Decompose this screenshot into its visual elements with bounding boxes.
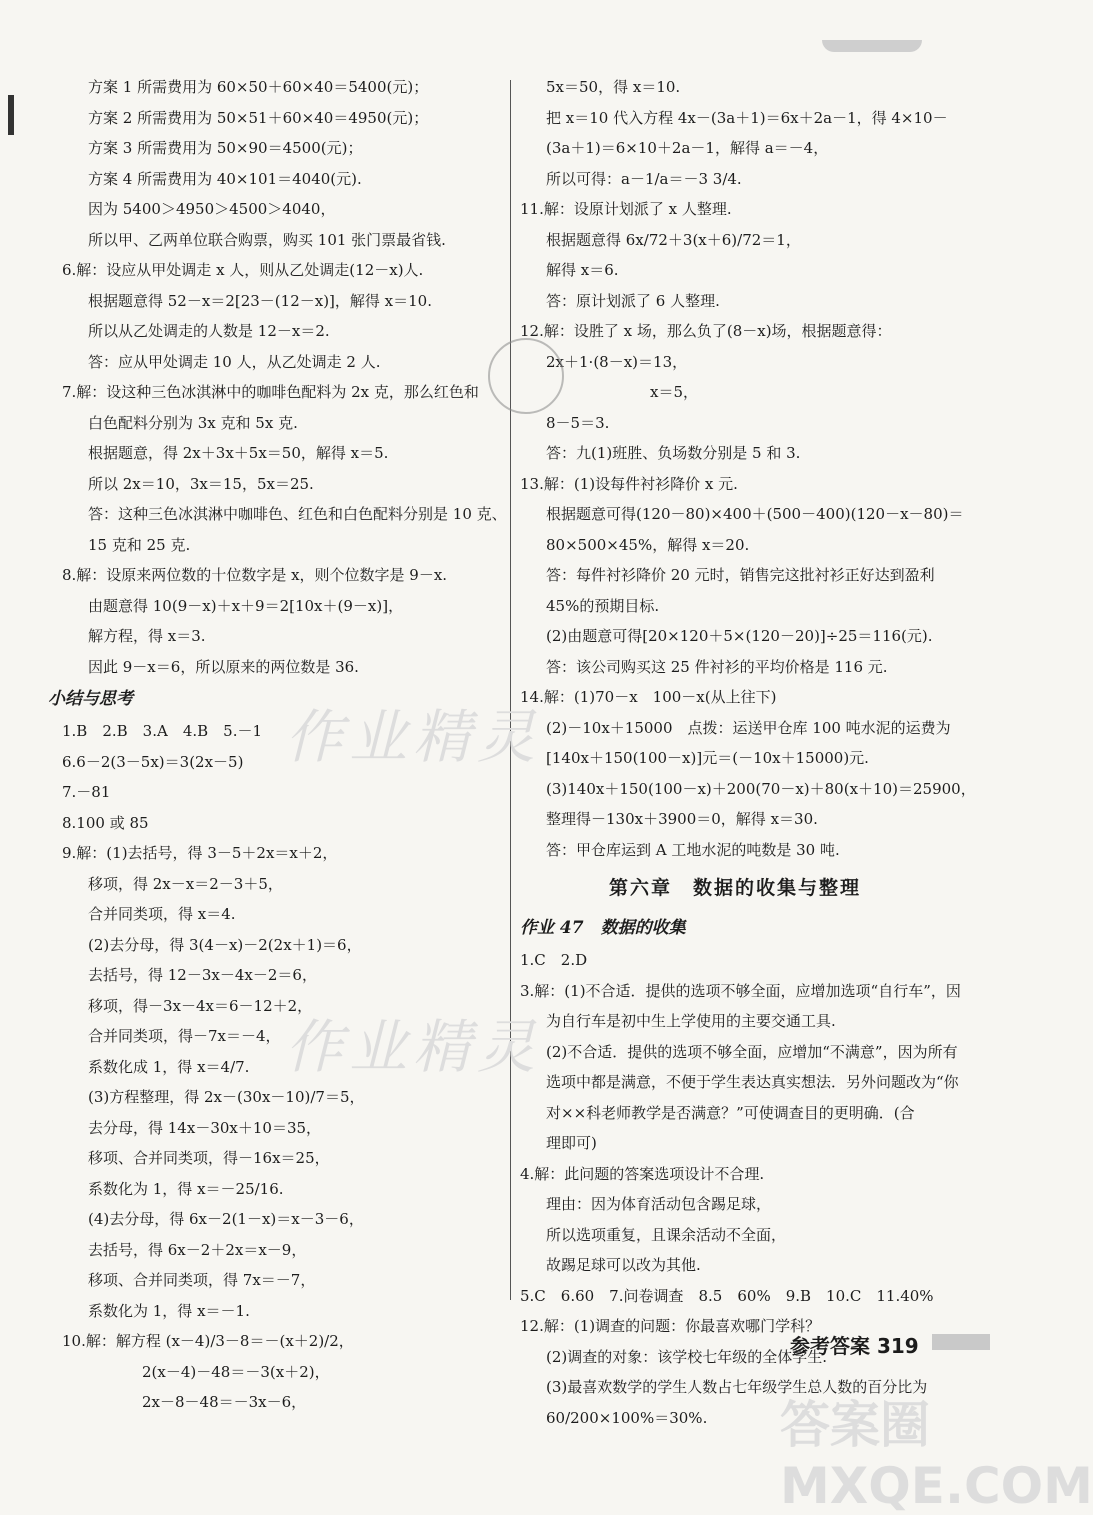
footer-label: 参考答案 (790, 1334, 870, 1358)
answer-line: 8.解：设原来两位数的十位数字是 x，则个位数字是 9－x. (62, 566, 448, 584)
answer-line: 4.解：此问题的答案选项设计不合理. (520, 1164, 765, 1183)
answer-line: 移项、合并同类项，得－16x＝25， (88, 1149, 330, 1167)
answer-line: 1.B 2.B 3.A 4.B 5.－1 (62, 722, 263, 740)
answer-line: 答：该公司购买这 25 件衬衫的平均价格是 116 元. (546, 657, 888, 676)
answer-line: 45%的预期目标. (546, 596, 660, 615)
answer-line: 方案 1 所需费用为 60×50＋60×40＝5400(元)； (88, 78, 429, 96)
answer-line: 解方程，得 x＝3. (88, 627, 206, 645)
answer-line: 14.解：(1)70－x 100－x(从上往下) (520, 688, 777, 706)
watermark-stamp (488, 338, 564, 414)
answer-line: 根据题意，得 2x＋3x＋5x＝50，解得 x＝5. (88, 444, 389, 462)
answer-line: 因此 9－x＝6，所以原来的两位数是 36. (88, 657, 359, 676)
answer-line: 所以 2x＝10，3x＝15，5x＝25. (88, 474, 314, 493)
answer-line: 移项，得 2x－x＝2－3＋5， (88, 874, 283, 893)
answer-line: 12.解：(1)调查的问题：你最喜欢哪门学科？ (520, 1317, 821, 1335)
answer-line: 理由：因为体育活动包含踢足球， (546, 1195, 772, 1213)
right-column (520, 72, 976, 1433)
answer-line: 整理得－130x＋3900＝0，解得 x＝30. (546, 810, 818, 828)
answer-line: 答：应从甲处调走 10 人，从乙处调走 2 人. (88, 352, 381, 371)
answer-line: 白色配料分别为 3x 克和 5x 克. (88, 413, 298, 432)
answer-line: 所以可得：a－1/a＝－3 3/4. (546, 169, 742, 188)
answer-line: 7.－81 (62, 783, 111, 801)
answer-line: 答：每件衬衫降价 20 元时，销售完这批衬衫正好达到盈利 (546, 566, 935, 584)
page-number: 319 (876, 1334, 919, 1358)
answer-line: 15 克和 25 克. (88, 535, 191, 554)
answer-line: 系数化为 1，得 x＝－1. (88, 1301, 250, 1320)
watermark-text: 作业精灵 (285, 703, 542, 771)
answer-line: 60/200×100%＝30%. (546, 1408, 708, 1427)
site-watermark: 答案圈 MXQE.COM (780, 1396, 1093, 1515)
watermark-text-2: 作业精灵 (285, 1013, 542, 1081)
assignment-title: 作业 47 数据的收集 (520, 918, 686, 938)
answer-line: 系数化为 1，得 x＝－25/16. (88, 1179, 284, 1198)
answer-line: 所以甲、乙两单位联合购票，购买 101 张门票最省钱. (88, 230, 446, 249)
answer-line: 6.6－2(3－5x)＝3(2x－5) (62, 752, 244, 771)
answer-line: 13.解：(1)设每件衬衫降价 x 元. (520, 474, 738, 493)
answer-line: 2x＋1·(8－x)＝13， (546, 352, 688, 371)
answer-line: 10.解：解方程 (x－4)/3－8＝－(x＋2)/2， (62, 1332, 354, 1350)
answer-line: 移项、合并同类项，得 7x＝－7， (88, 1271, 316, 1289)
answer-line: 去分母，得 14x－30x＋10＝35， (88, 1118, 322, 1137)
answer-line: 去括号，得 12－3x－4x－2＝6， (88, 966, 317, 984)
section-heading: 小结与思考 (48, 689, 133, 709)
answer-line: 1.C 2.D (520, 951, 588, 969)
answer-line: 根据题意得 6x/72＋3(x＋6)/72＝1， (546, 230, 801, 249)
answer-line: 为自行车是初中生上学使用的主要交通工具. (546, 1012, 836, 1030)
answer-line: 把 x＝10 代入方程 4x－(3a＋1)＝6x＋2a－1，得 4×10－ (546, 108, 948, 127)
answer-line: 7.解：设这种三色冰淇淋中的咖啡色配料为 2x 克，那么红色和 (62, 383, 479, 401)
answer-line: 所以选项重复，且课余活动不全面， (546, 1225, 787, 1244)
answer-line: 解得 x＝6. (546, 261, 619, 279)
answer-line: 6.解：设应从甲处调走 x 人，则从乙处调走(12－x)人. (62, 261, 424, 279)
answer-line: (3a＋1)＝6×10＋2a－1，解得 a＝－4， (546, 139, 829, 157)
answer-line: 方案 4 所需费用为 40×101＝4040(元). (88, 169, 362, 188)
answer-line: 答：原计划派了 6 人整理. (546, 291, 720, 310)
answer-line: 由题意得 10(9－x)＋x＋9＝2[10x＋(9－x)]， (88, 596, 404, 615)
answer-line: (3)140x＋150(100－x)＋200(70－x)＋80(x＋10)＝25900， (546, 779, 976, 798)
answer-line: 去括号，得 6x－2＋2x＝x－9， (88, 1240, 307, 1259)
answer-line: 80×500×45%，解得 x＝20. (546, 535, 750, 554)
answer-line: [140x＋150(100－x)]元＝(－10x＋15000)元. (546, 749, 869, 767)
answer-line: 11.解：设原计划派了 x 人整理. (520, 200, 732, 218)
answer-line: (2)调查的对象：该学校七年级的全体学生. (546, 1347, 828, 1366)
answer-line: 8－5＝3. (546, 413, 610, 432)
answer-line: 合并同类项，得－7x＝－4， (88, 1027, 281, 1045)
binding-edge-mark (8, 95, 14, 135)
answer-line: (4)去分母，得 6x－2(1－x)＝x－3－6， (88, 1210, 364, 1228)
answer-line: 对××科老师教学是否满意？”可使调查目的更明确．(合 (546, 1103, 915, 1122)
answer-line: 合并同类项，得 x＝4. (88, 905, 236, 923)
answer-line: (2)由题意可得[20×120＋5×(120－20)]÷25＝116(元). (546, 627, 933, 645)
answer-line: 移项，得－3x－4x＝6－12＋2， (88, 996, 313, 1015)
answer-line: (2)去分母，得 3(4－x)－2(2x＋1)＝6， (88, 935, 362, 954)
answer-line: 方案 2 所需费用为 50×51＋60×40＝4950(元)； (88, 108, 429, 127)
answer-line: 5.C 6.60 7.问卷调查 8.5 60% 9.B 10.C 11.40% (520, 1286, 934, 1305)
answer-line: 选项中都是满意，不便于学生表达真实想法．另外问题改为“你 (546, 1073, 959, 1091)
answer-line: 理即可) (546, 1134, 597, 1152)
page-top-decoration (822, 40, 922, 52)
answer-line: (3)方程整理，得 2x－(30x－10)/7＝5， (88, 1088, 365, 1106)
answer-line: 2x－8－48＝－3x－6， (142, 1393, 307, 1411)
answer-line: 所以从乙处调走的人数是 12－x＝2. (88, 322, 330, 340)
answer-line: 系数化成 1，得 x＝4/7. (88, 1057, 250, 1076)
answer-line: 故踢足球可以改为其他. (546, 1256, 701, 1274)
chapter-title: 第六章 数据的收集与整理 (608, 877, 861, 899)
answer-line: (2)不合适．提供的选项不够全面，应增加“不满意”，因为所有 (546, 1042, 958, 1061)
answer-line: (3)最喜欢数学的学生人数占七年级学生总人数的百分比为 (546, 1378, 928, 1396)
answer-line: 根据题意得 52－x＝2[23－(12－x)]，解得 x＝10. (88, 291, 432, 310)
page-footer (790, 1330, 919, 1359)
answer-line: 因为 5400＞4950＞4500＞4040， (88, 200, 336, 218)
answer-line: 9.解：(1)去括号，得 3－5＋2x＝x＋2， (62, 844, 338, 862)
answer-line: (2)－10x＋15000 点拨：运送甲仓库 100 吨水泥的运费为 (546, 718, 951, 737)
answer-line: 答：甲仓库运到 A 工地水泥的吨数是 30 吨. (546, 840, 840, 859)
footer-decoration (932, 1334, 990, 1350)
answer-line: 3.解：(1)不合适．提供的选项不够全面，应增加选项“自行车”，因 (520, 981, 961, 1000)
answer-line: 2(x－4)－48＝－3(x＋2)， (142, 1362, 330, 1381)
answer-line: 5x＝50，得 x＝10. (546, 78, 681, 96)
answer-line: x＝5， (650, 383, 699, 401)
answer-line: 方案 3 所需费用为 50×90＝4500(元)； (88, 139, 363, 157)
answer-line: 答：九(1)班胜、负场数分别是 5 和 3. (546, 444, 801, 462)
answer-line: 12.解：设胜了 x 场，那么负了(8－x)场，根据题意得： (520, 322, 892, 340)
answer-line: 8.100 或 85 (62, 813, 149, 832)
answer-line: 根据题意可得(120－80)×400＋(500－400)(120－x－80)＝ (546, 505, 964, 523)
answer-line: 答：这种三色冰淇淋中咖啡色、红色和白色配料分别是 10 克、 (88, 505, 507, 523)
